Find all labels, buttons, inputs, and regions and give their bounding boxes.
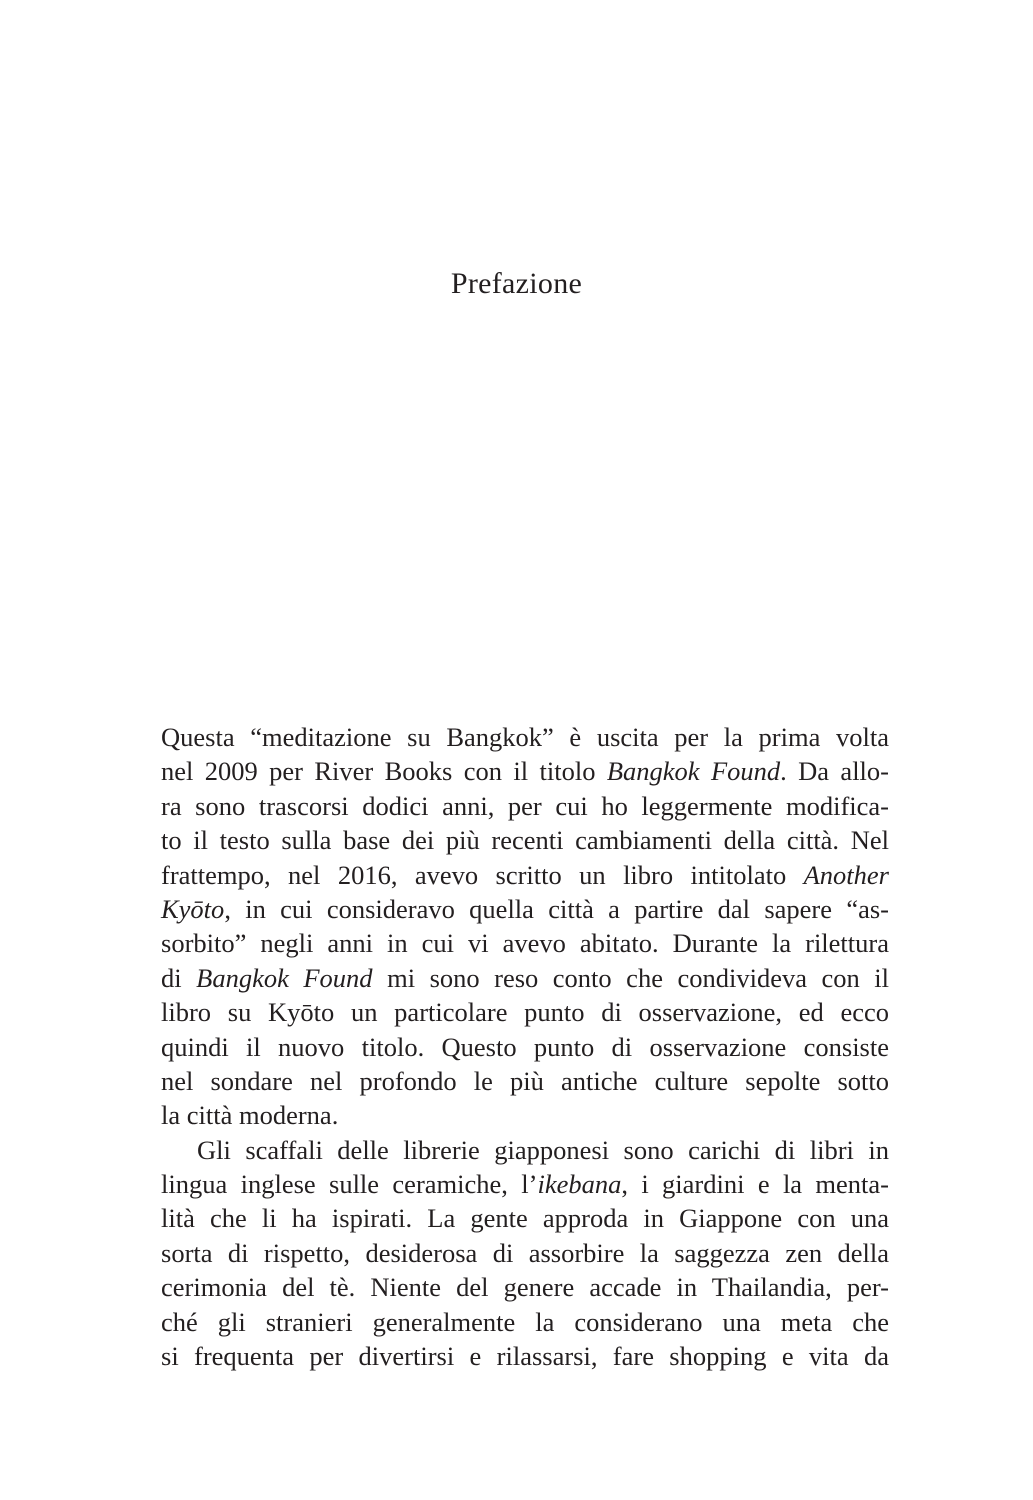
text-run: ché gli stranieri generalmente la considerano una meta che [161,1306,889,1337]
italic-title: Bangkok Found [196,962,373,993]
text-run: sorta di rispetto, desiderosa di assorbire la saggezza zen della [161,1237,889,1268]
text-line [161,1305,889,1339]
text-line [161,1064,889,1098]
text-run: Questa “meditazione su Bangkok” è uscita per la prima volta [161,722,889,752]
text-line [161,1167,889,1201]
text-run: , i giardini e la menta- [621,1169,889,1200]
italic-title: ikebana [537,1169,622,1200]
italic-title: Bangkok Found [606,756,781,787]
text-run: mi sono reso conto che condivideva con il [372,962,889,993]
text-line [161,823,889,857]
text-line [161,961,889,995]
text-run: Gli scaffali delle librerie giapponesi sono carichi di libri in [197,1134,889,1165]
text-line [161,926,889,960]
text-line [161,789,889,823]
text-run: cerimonia del tè. Niente del genere accade in Thailandia, per- [161,1272,889,1303]
paragraph [161,720,889,1133]
text-run: di [161,962,197,993]
text-line [161,1339,889,1373]
text-run: nel sondare nel profondo le più antiche culture sepolte sotto [161,1065,889,1096]
text-run: lità che li ha ispirati. La gente approda in Giappone con una [161,1203,889,1234]
italic-title: Another [803,859,889,890]
text-run: sorbito” negli anni in cui vi avevo abitato. Durante la rilettura [161,928,889,959]
text-run: libro su Kyōto un particolare punto di osservazione, ed ecco [161,997,889,1028]
text-run: nel 2009 per River Books con il titolo [161,756,607,787]
text-line [161,892,889,926]
text-run: quindi il nuovo titolo. Questo punto di osservazione consiste [161,1031,889,1062]
text-line [161,1030,889,1064]
text-line [161,1133,889,1167]
text-line [161,858,889,892]
text-line [161,1201,889,1235]
text-run: frattempo, nel 2016, avevo scritto un libro intitolato [161,859,804,890]
text-line [161,1098,889,1132]
text-line [161,1236,889,1270]
text-run: si frequenta per divertirsi e rilassarsi, fare shopping e vita da [161,1341,889,1372]
text-line [161,995,889,1029]
text-run: lingua inglese sulle ceramiche, l’ [161,1169,538,1200]
text-run: la città moderna. [161,1100,339,1131]
text-line [161,720,889,754]
chapter-title: Prefazione [450,267,583,300]
italic-title: Kyōto [161,893,225,924]
text-run: , in cui consideravo quella città a partire dal sapere “as- [224,893,889,924]
text-run: . Da allo- [780,756,889,787]
text-run: to il testo sulla base dei più recenti cambiamenti della città. Nel [161,825,889,856]
paragraph [161,1133,889,1374]
text-run: ra sono trascorsi dodici anni, per cui ho leggermente modifica- [161,790,889,821]
text-line [161,1270,889,1304]
body-text [161,720,889,1373]
text-line [161,754,889,788]
